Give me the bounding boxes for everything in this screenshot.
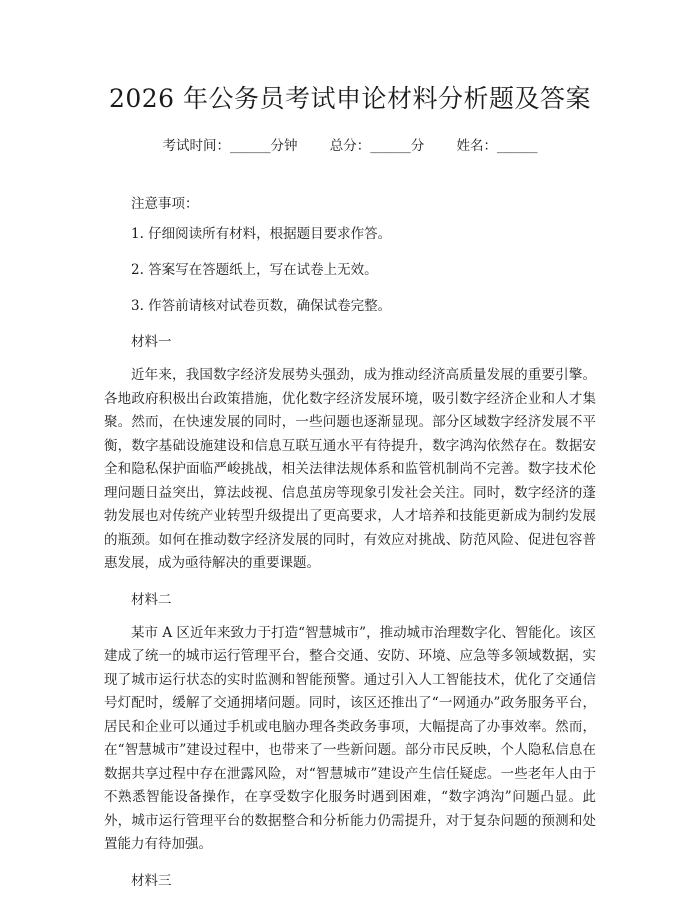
material-1-text: 近年来，我国数字经济发展势头强劲，成为推动经济高质量发展的重要引擎。各地政府积极出台政策措施，优化数字经济发展环境，吸引数字经济企业和人才集聚。然而，在快速发展的同时，一些问题也逐渐显现。部分区域数字经济发展不平衡，数字基础设施建设和信息互联互通水平有待提升，数字鸿沟依然存在。数据安全和隐私保护面临严峻挑战，相关法律法规体系和监管机制尚不完善。数字技术伦理问题日益突出，算法歧视、信息茧房等现象引发社会关注。同时，数字经济的蓬勃发展也对传统产业转型升级提出了更高要求，人才培养和技能更新成为制约发展的瓶颈。如何在推动数字经济发展的同时，有效应对挑战、防范风险、促进包容普惠发展，成为亟待解决的重要课题。 bbox=[104, 367, 596, 571]
material-3-heading: 材料三 bbox=[131, 872, 172, 889]
note-item: 2. 答案写在答题纸上，写在试卷上无效。 bbox=[131, 262, 378, 278]
notes-list bbox=[104, 224, 596, 316]
exam-meta bbox=[104, 136, 596, 156]
name-field: 姓名：______ bbox=[456, 138, 538, 154]
total-score-field: 总分：______分 bbox=[329, 138, 425, 154]
note-item: 3. 作答前请核对试卷页数，确保试卷完整。 bbox=[131, 298, 392, 314]
notes-heading: 注意事项： bbox=[131, 196, 199, 212]
material-2-text: 某市 A 区近年来致力于打造“智慧城市”，推动城市治理数字化、智能化。该区建成了统一的城市运行管理平台，整合交通、安防、环境、应急等多领域数据，实现了城市运行状态的实时监测和智能预警。通过引入人工智能技术，优化了交通信号灯配时，缓解了交通拥堵问题。同时，该区还推出了“一网通办”政务服务平台，居民和企业可以通过手机或电脑办理各类政务事项，大幅提高了办事效率。然而，在“智慧城市”建设过程中，也带来了一些新问题。部分市民反映，个人隐私信息在数据共享过程中存在泄露风险，对“智慧城市”建设产生信任疑虑。一些老年人由于不熟悉智能设备操作，在享受数字化服务时遇到困难，“数字鸿沟”问题凸显。此外，城市运行管理平台的数据整合和分析能力仍需提升，对于复杂问题的预测和处置能力有待加强。 bbox=[104, 624, 596, 852]
page-title: 2026 年公务员考试申论材料分析题及答案 bbox=[108, 84, 592, 113]
exam-time-field: 考试时间：______分钟 bbox=[162, 138, 298, 154]
note-item: 1. 仔细阅读所有材料，根据题目要求作答。 bbox=[131, 226, 392, 242]
material-1-heading: 材料一 bbox=[131, 334, 172, 350]
material-2-heading: 材料二 bbox=[131, 591, 172, 608]
